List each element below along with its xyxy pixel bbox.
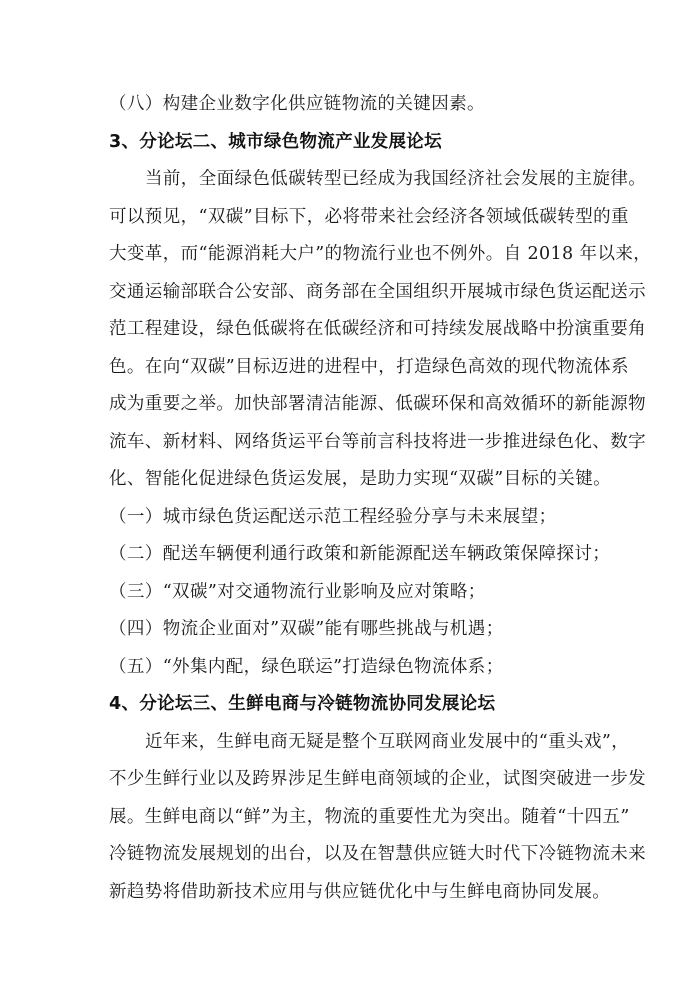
paragraph-line: 交通运输部联合公安部、商务部在全国组织开展城市绿色货运配送示 [109, 282, 646, 302]
paragraph-line: 展。生鲜电商以“鲜”为主，物流的重要性尤为突出。随着“十四五” [109, 807, 630, 827]
section-3-heading: 3、分论坛二、城市绿色物流产业发展论坛 [109, 132, 442, 152]
paragraph-line: 可以预见，“双碳”目标下，必将带来社会经济各领域低碳转型的重 [109, 207, 629, 227]
list-item: （五）“外集内配，绿色联运”打造绿色物流体系； [109, 657, 504, 677]
paragraph-line: 冷链物流发展规划的出台，以及在智慧供应链大时代下冷链物流未来 [109, 844, 646, 864]
section-4-heading: 4、分论坛三、生鲜电商与冷链物流协同发展论坛 [109, 694, 496, 714]
paragraph-line: 成为重要之举。加快部署清洁能源、低碳环保和高效循环的新能源物 [109, 394, 646, 414]
paragraph-line: 范工程建设，绿色低碳将在低碳经济和可持续发展战略中扮演重要角 [109, 319, 646, 339]
list-item: （二）配送车辆便利通行政策和新能源配送车辆政策保障探讨； [109, 544, 611, 564]
paragraph-line: 大变革，而“能源消耗大户”的物流行业也不例外。自 2018 年以来， [109, 244, 652, 264]
paragraph-line: 化、智能化促进绿色货运发展，是助力实现“双碳”目标的关键。 [109, 469, 611, 489]
list-item-eight: （八）构建企业数字化供应链物流的关键因素。 [109, 94, 485, 114]
paragraph-line: 当前，全面绿色低碳转型已经成为我国经济社会发展的主旋律。 [145, 169, 647, 189]
list-item: （三）“双碳”对交通物流行业影响及应对策略； [109, 582, 486, 602]
paragraph-line: 流车、新材料、网络货运平台等前言科技将进一步推进绿色化、数字 [109, 432, 646, 452]
paragraph-line: 近年来，生鲜电商无疑是整个互联网商业发展中的“重头戏”， [145, 732, 630, 752]
list-item: （四）物流企业面对”双碳”能有哪些挑战与机遇； [109, 619, 504, 639]
list-item: （一）城市绿色货运配送示范工程经验分享与未来展望； [109, 507, 557, 527]
paragraph-line: 不少生鲜行业以及跨界涉足生鲜电商领域的企业，试图突破进一步发 [109, 769, 646, 789]
paragraph-line: 色。在向“双碳”目标迈进的进程中，打造绿色高效的现代物流体系 [109, 357, 629, 377]
paragraph-line: 新趋势将借助新技术应用与供应链优化中与生鲜电商协同发展。 [109, 882, 611, 902]
